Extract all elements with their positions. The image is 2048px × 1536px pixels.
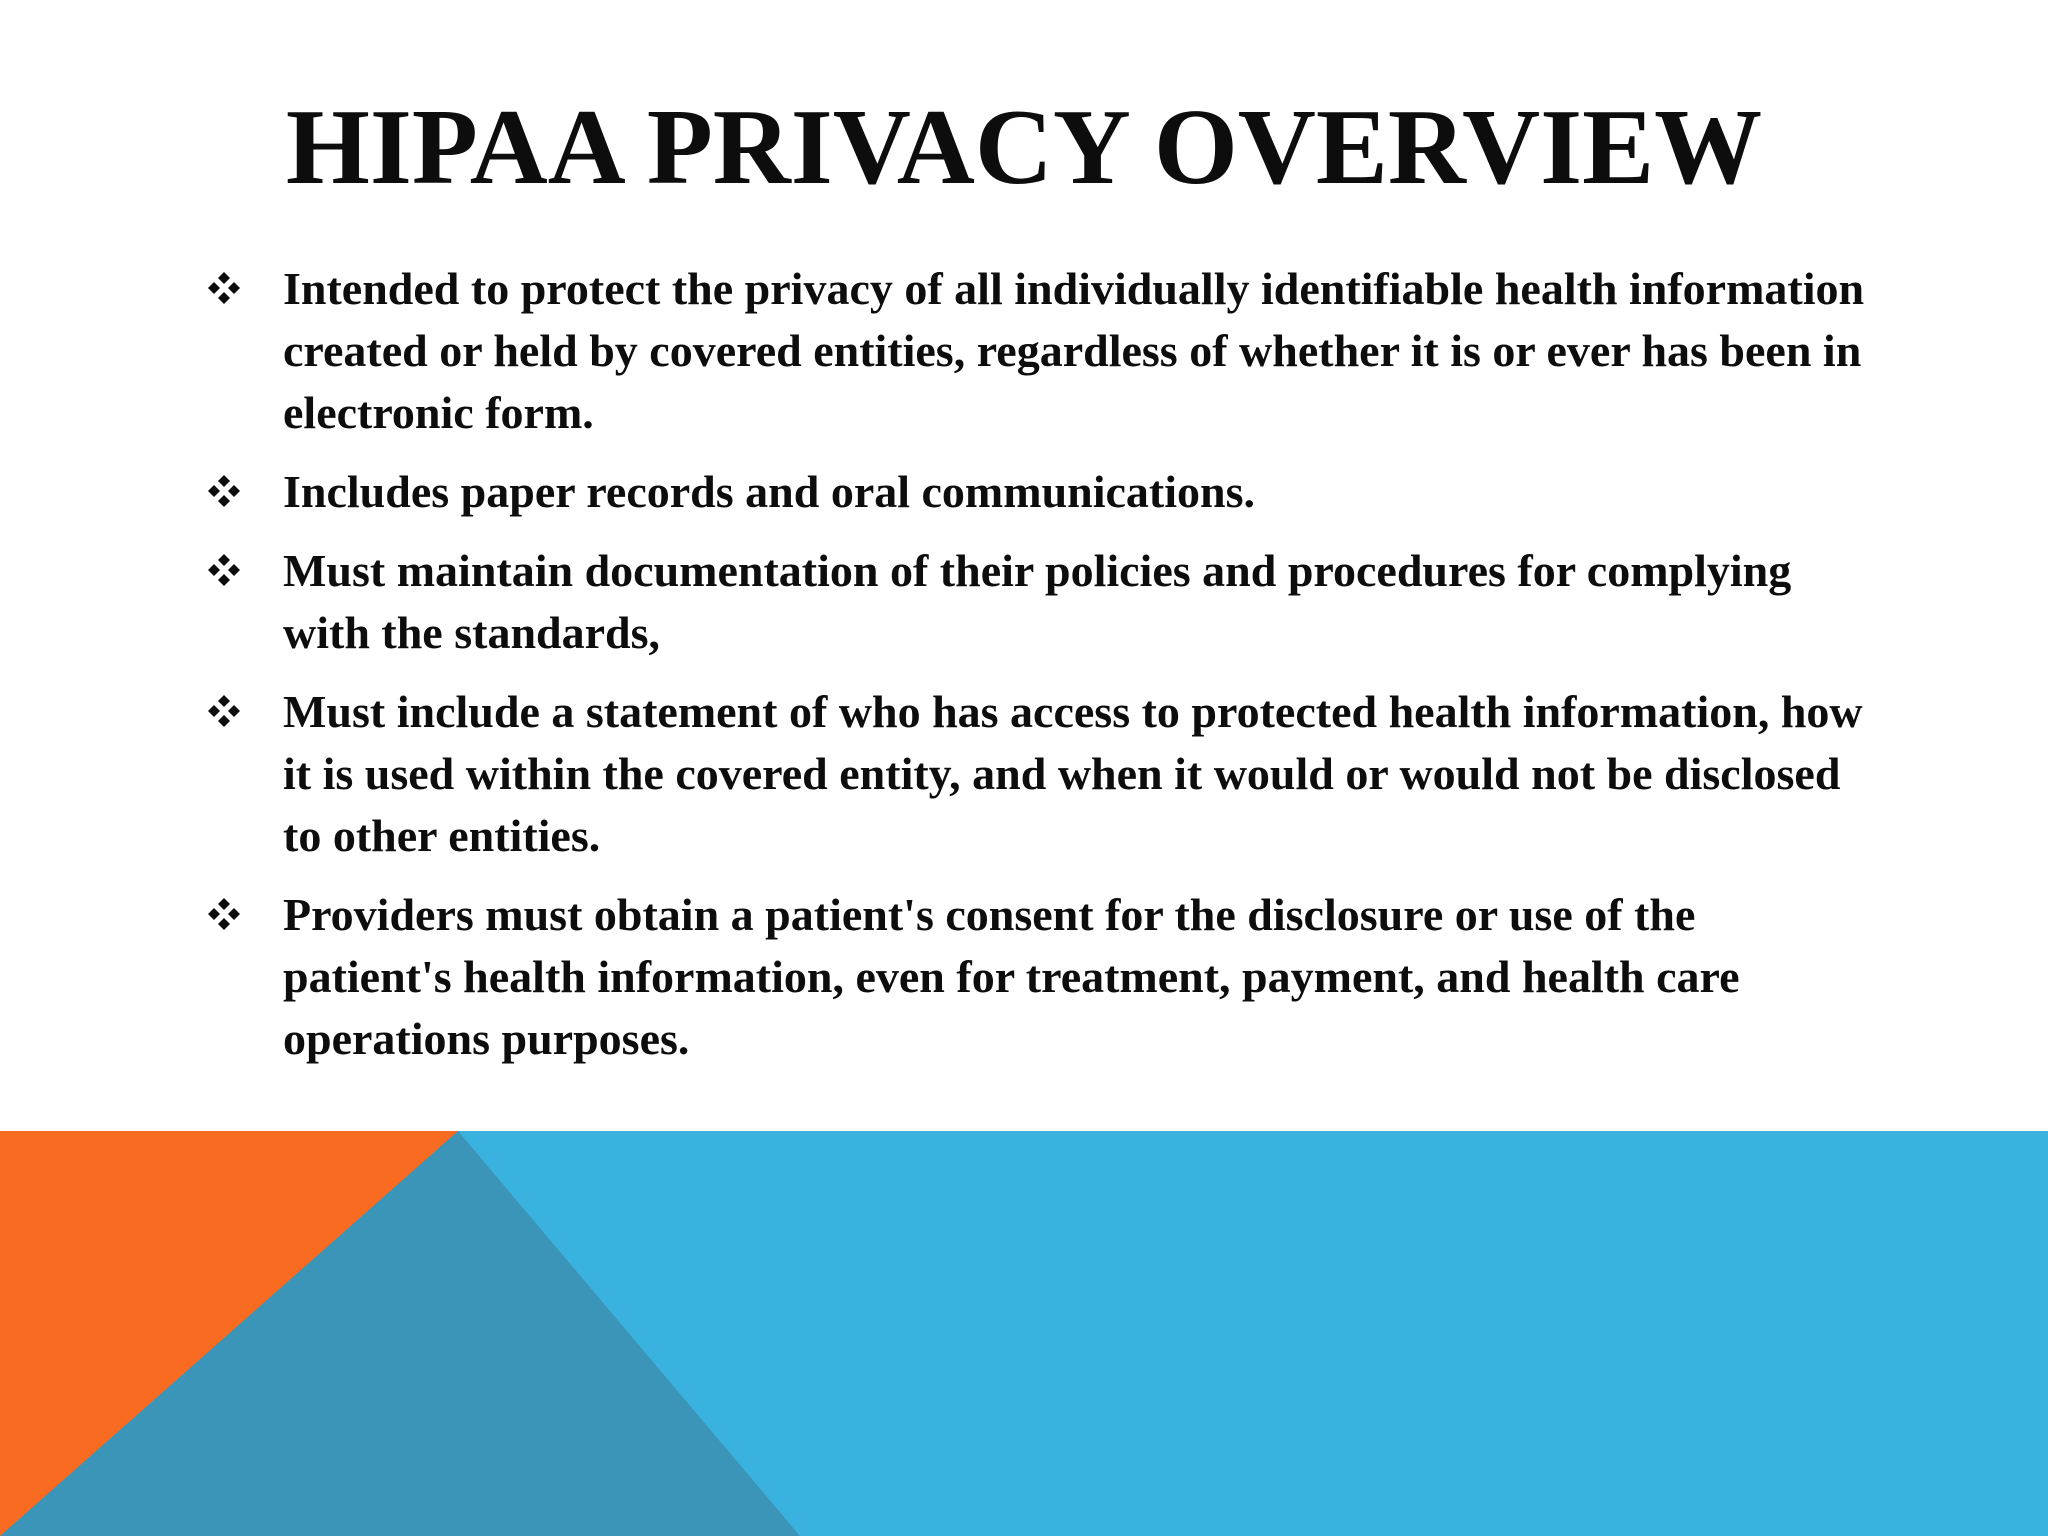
slide-title: HIPAA PRIVACY OVERVIEW <box>285 88 1763 207</box>
bullet-text: Providers must obtain a patient's consent for the disclosure or use of the patient's health information, even for treatment, payment, and health care operations purposes. <box>283 889 1740 1064</box>
bullet-text: Must maintain documentation of their policies and procedures for complying with the standards, <box>283 545 1792 658</box>
diamond-bullet-icon <box>207 681 247 743</box>
bullet-text: Intended to protect the privacy of all individually identifiable health information created or held by covered entities, regardless of whether it is or ever has been in electronic form. <box>283 263 1865 438</box>
bullet-item <box>205 681 1865 867</box>
decorative-footer-band <box>0 1131 2048 1536</box>
diamond-bullet-icon <box>207 461 247 523</box>
diamond-bullet-icon <box>207 884 247 946</box>
diamond-bullet-icon <box>207 258 247 320</box>
bullet-item <box>205 258 1865 444</box>
bullet-item <box>205 884 1865 1070</box>
bullet-text: Must include a statement of who has access to protected health information, how it is used within the covered entity, and when it would or would not be disclosed to other entities. <box>283 686 1863 861</box>
bullet-item <box>205 540 1865 664</box>
footer-shapes <box>0 1131 2048 1536</box>
diamond-bullet-icon <box>207 540 247 602</box>
bullet-list <box>205 258 1865 1087</box>
bullet-text: Includes paper records and oral communications. <box>283 466 1256 517</box>
bullet-item <box>205 461 1865 523</box>
